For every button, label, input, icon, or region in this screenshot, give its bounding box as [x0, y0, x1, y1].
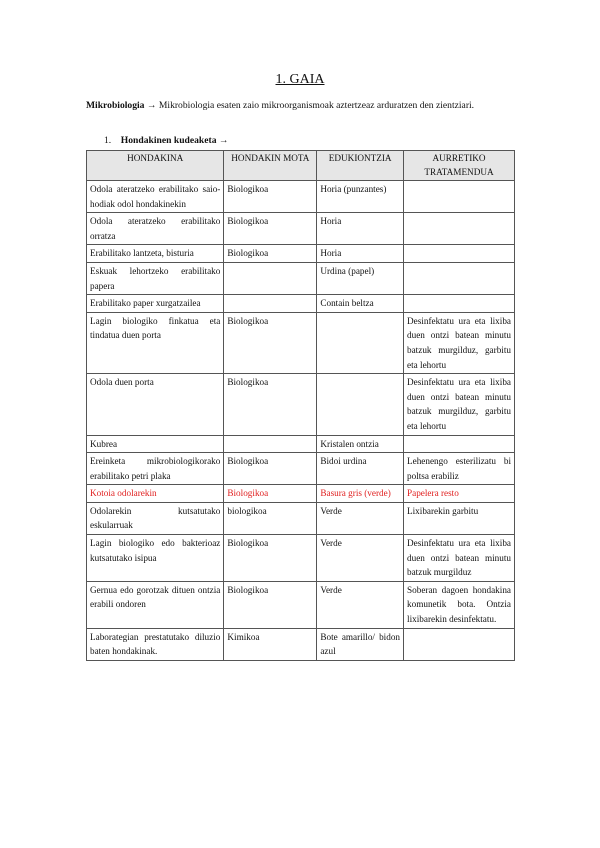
- cell-tratamendua: Papelera resto: [404, 485, 515, 503]
- cell-hondakin-mota: Biologikoa: [224, 181, 317, 213]
- cell-hondakin-mota: Biologikoa: [224, 453, 317, 485]
- cell-edukiontzia: Kristalen ontzia: [317, 435, 404, 453]
- cell-edukiontzia: Verde: [317, 535, 404, 582]
- header-aurretiko-tratamendua: AURRETIKO TRATAMENDUA: [404, 151, 515, 181]
- cell-edukiontzia: Bidoi urdina: [317, 453, 404, 485]
- cell-hondakina: Erabilitako paper xurgatzailea: [87, 295, 224, 313]
- arrow-icon: →: [218, 135, 229, 146]
- cell-hondakin-mota: Biologikoa: [224, 581, 317, 628]
- intro-paragraph: [86, 98, 514, 114]
- cell-edukiontzia: Urdina (papel): [317, 262, 404, 294]
- section-heading: [104, 135, 229, 146]
- cell-hondakin-mota: Biologikoa: [224, 245, 317, 263]
- page-title: 1. GAIA: [275, 72, 325, 87]
- table-row: [87, 435, 515, 453]
- cell-tratamendua: Desinfektatu ura eta lixiba duen ontzi batean minutu batzuk murgilduz, garbitu eta lehortu: [404, 312, 515, 373]
- cell-edukiontzia: Horia: [317, 213, 404, 245]
- table-header-row: [87, 151, 515, 181]
- cell-tratamendua: Lixibarekin garbitu: [404, 502, 515, 534]
- cell-hondakina: Odola ateratzeko erabilitako orratza: [87, 213, 224, 245]
- intro-text: → Mikrobiologia esaten zaio mikroorganismoak aztertzeaz arduratzen den zientziari.: [146, 100, 475, 111]
- cell-hondakin-mota: [224, 295, 317, 313]
- cell-edukiontzia: Verde: [317, 581, 404, 628]
- cell-hondakina: Odola duen porta: [87, 374, 224, 435]
- cell-hondakina: Eskuak lehortzeko erabilitako papera: [87, 262, 224, 294]
- cell-edukiontzia: Horia: [317, 245, 404, 263]
- cell-edukiontzia: Bote amarillo/ bidon azul: [317, 628, 404, 660]
- cell-hondakin-mota: Biologikoa: [224, 485, 317, 503]
- cell-edukiontzia: [317, 374, 404, 435]
- cell-hondakin-mota: Kimikoa: [224, 628, 317, 660]
- cell-tratamendua: [404, 628, 515, 660]
- cell-edukiontzia: [317, 312, 404, 373]
- cell-edukiontzia: Horia (punzantes): [317, 181, 404, 213]
- cell-tratamendua: [404, 245, 515, 263]
- cell-tratamendua: Lehenengo esterilizatu bi poltsa erabiliz: [404, 453, 515, 485]
- cell-hondakina: Lagin biologiko edo bakterioaz kutsatutako isipua: [87, 535, 224, 582]
- cell-hondakina: Erabilitako lantzeta, bisturia: [87, 245, 224, 263]
- table-row: [87, 181, 515, 213]
- cell-hondakina: Kubrea: [87, 435, 224, 453]
- cell-tratamendua: Soberan dagoen hondakina komunetik bota. Ontzia lixibarekin desinfektatu.: [404, 581, 515, 628]
- intro-term: Mikrobiologia: [86, 100, 145, 111]
- cell-edukiontzia: Contain beltza: [317, 295, 404, 313]
- header-hondakin-mota: HONDAKIN MOTA: [224, 151, 317, 181]
- table-row: [87, 502, 515, 534]
- table-row: [87, 213, 515, 245]
- table-row: [87, 485, 515, 503]
- cell-tratamendua: Desinfektatu ura eta lixiba duen ontzi batean minutu batzuk murgilduz, garbitu eta lehortu: [404, 374, 515, 435]
- waste-table: [86, 150, 515, 661]
- cell-hondakina: Kotoia odolarekin: [87, 485, 224, 503]
- cell-hondakina: Gernua edo gorotzak dituen ontzia erabili ondoren: [87, 581, 224, 628]
- cell-tratamendua: [404, 295, 515, 313]
- cell-hondakina: Odolarekin kutsatutako eskularruak: [87, 502, 224, 534]
- cell-tratamendua: [404, 435, 515, 453]
- table-row: [87, 535, 515, 582]
- table-row: [87, 628, 515, 660]
- cell-edukiontzia: Basura gris (verde): [317, 485, 404, 503]
- cell-hondakin-mota: [224, 262, 317, 294]
- cell-tratamendua: [404, 181, 515, 213]
- cell-hondakin-mota: biologikoa: [224, 502, 317, 534]
- table-row: [87, 581, 515, 628]
- header-hondakina: HONDAKINA: [87, 151, 224, 181]
- cell-hondakin-mota: Biologikoa: [224, 213, 317, 245]
- table-row: [87, 262, 515, 294]
- table-row: [87, 245, 515, 263]
- section-title: Hondakinen kudeaketa: [120, 135, 217, 146]
- cell-tratamendua: Desinfektatu ura eta lixiba duen ontzi batean minutu batzuk murgilduz: [404, 535, 515, 582]
- header-edukiontzia: EDUKIONTZIA: [317, 151, 404, 181]
- cell-hondakina: Laborategian prestatutako diluzio baten hondakinak.: [87, 628, 224, 660]
- cell-hondakin-mota: [224, 435, 317, 453]
- cell-hondakina: Ereinketa mikrobiologikorako erabilitako petri plaka: [87, 453, 224, 485]
- cell-hondakina: Lagin biologiko finkatua eta tindatua duen porta: [87, 312, 224, 373]
- cell-tratamendua: [404, 262, 515, 294]
- cell-hondakin-mota: Biologikoa: [224, 535, 317, 582]
- cell-hondakina: Odola ateratzeko erabilitako saio-hodiak odol hondakinekin: [87, 181, 224, 213]
- section-number: 1.: [104, 135, 112, 146]
- cell-hondakin-mota: Biologikoa: [224, 312, 317, 373]
- table-row: [87, 295, 515, 313]
- cell-edukiontzia: Verde: [317, 502, 404, 534]
- table-row: [87, 374, 515, 435]
- cell-tratamendua: [404, 213, 515, 245]
- table-row: [87, 453, 515, 485]
- cell-hondakin-mota: Biologikoa: [224, 374, 317, 435]
- table-row: [87, 312, 515, 373]
